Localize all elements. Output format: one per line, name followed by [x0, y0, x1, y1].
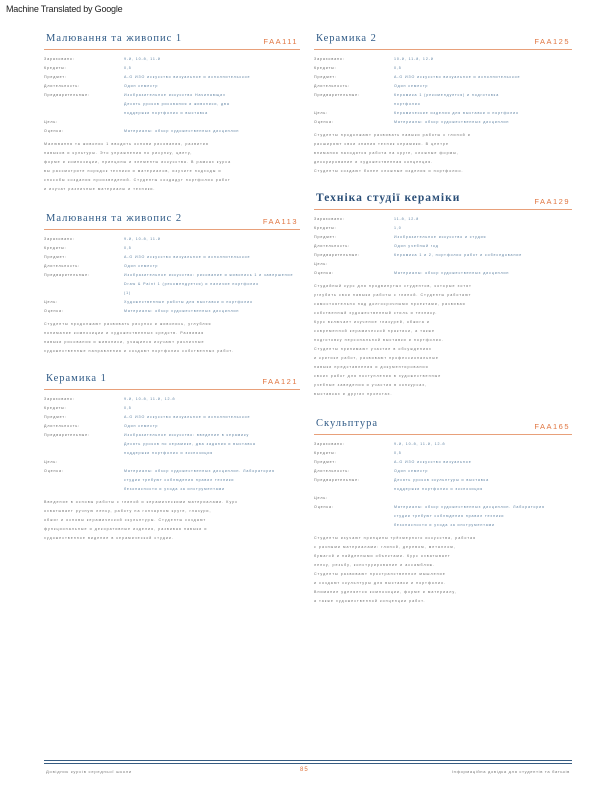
- meta-value: студии требуют соблюдения правил техники: [394, 514, 505, 518]
- meta-key: Цель:: [314, 262, 329, 266]
- meta-row: [314, 476, 572, 485]
- meta-key: [44, 280, 124, 289]
- meta-row: [314, 55, 572, 64]
- meta-key: Зараховано:: [314, 217, 345, 221]
- course-header: [314, 28, 572, 50]
- meta-row: [44, 422, 300, 431]
- meta-key: Цель:: [44, 460, 59, 464]
- meta-value: A-G ИЗО искусство визуальное и исполнительское: [124, 415, 251, 419]
- meta-row: [44, 109, 300, 118]
- course-description: [44, 320, 300, 356]
- meta-value: Материалы: обзор художественных дисциплин: [394, 271, 510, 275]
- description-line: способы создания произведений. Студенты создадут портфолио работ: [44, 178, 231, 182]
- meta-key: Длительность:: [44, 424, 80, 428]
- description-line: собственный художественный стиль и технику.: [314, 311, 438, 315]
- meta-row: [314, 233, 572, 242]
- meta-row: [44, 100, 300, 109]
- meta-row: [44, 395, 300, 404]
- meta-key: [314, 100, 394, 109]
- meta-value: Художественные работы для выставки и портфолио: [124, 300, 253, 304]
- meta-key: Зараховано:: [44, 57, 75, 61]
- meta-row: [314, 109, 572, 118]
- course-title: Техніка студії кераміки: [316, 192, 461, 204]
- course-title: Керамика 1: [46, 373, 107, 384]
- description-line: навыки представления и документирования: [314, 365, 429, 369]
- meta-key: [44, 476, 124, 485]
- meta-key: Длительность:: [314, 84, 350, 88]
- meta-key: Длительность:: [44, 84, 80, 88]
- course-title: Малювання та живопис 1: [46, 33, 183, 44]
- meta-value: 9-й, 10-й, 11-й, 12-й: [394, 442, 446, 446]
- meta-key: Предмет:: [314, 75, 337, 79]
- meta-value: Керамика 1 (рекомендуется) и подготовка: [394, 93, 500, 97]
- meta-row: [44, 467, 300, 476]
- description-line: современной керамической практики, а также: [314, 329, 436, 333]
- meta-value: A-G ИЗО искусство визуальное и исполнительское: [124, 75, 251, 79]
- meta-row: [44, 64, 300, 73]
- meta-key: Цель:: [314, 111, 329, 115]
- meta-row: [44, 289, 300, 298]
- footer-rule: [44, 763, 572, 764]
- meta-row: [314, 118, 572, 127]
- course-code: FAA125: [534, 37, 570, 46]
- description-line: подготовку персональной выставки и портфолио.: [314, 338, 444, 342]
- description-line: и создают скульптуры для выставки и портфолио.: [314, 581, 447, 585]
- meta-key: Кредиты:: [314, 451, 337, 455]
- meta-row: [44, 298, 300, 307]
- description-line: Малювання та живопис 1 вводить основи рисования, развития: [44, 142, 209, 146]
- meta-key: [44, 485, 124, 494]
- meta-key: [44, 100, 124, 109]
- course-meta-table: [44, 55, 300, 136]
- meta-key: Предварительные:: [44, 93, 90, 97]
- meta-key: Предварительные:: [314, 93, 360, 97]
- meta-key: Длительность:: [44, 264, 80, 268]
- course-code: FAA165: [534, 422, 570, 431]
- meta-value: Материалы: обзор художественных дисциплин. Лаборатория: [394, 505, 545, 509]
- meta-row: [44, 449, 300, 458]
- meta-key: Цель:: [314, 496, 329, 500]
- meta-row: [314, 503, 572, 512]
- meta-key: Длительность:: [314, 244, 350, 248]
- description-line: расширяют свои знания техник керамики. В центре: [314, 142, 450, 146]
- meta-key: Цель:: [44, 300, 59, 304]
- meta-value: [124, 458, 300, 467]
- left-column: [44, 28, 300, 543]
- meta-value: 9-й, 10-й, 11-й: [124, 57, 161, 61]
- description-line: самостоятельно над долгосрочными проектами, развивая: [314, 302, 466, 306]
- meta-key: [314, 485, 394, 494]
- course-title: Керамика 2: [316, 33, 377, 44]
- meta-key: Оценка:: [314, 505, 334, 509]
- footer-left-text: Довідник курсів середньої школи: [46, 769, 132, 774]
- meta-row: [44, 118, 300, 127]
- description-line: понимание композиции и художественных средств. Развивая: [44, 331, 205, 335]
- meta-value: Материалы: обзор художественных дисциплин: [124, 129, 240, 133]
- meta-value: [394, 260, 572, 269]
- meta-key: Зараховано:: [314, 57, 345, 61]
- meta-key: Оценка:: [44, 469, 64, 473]
- course-header: [44, 208, 300, 230]
- meta-value: Один учебный год: [394, 244, 439, 248]
- meta-key: Оценка:: [44, 129, 64, 133]
- footer-right-text: Інформаційна довідка для студентів та батьків: [451, 769, 570, 774]
- course-block: [44, 208, 300, 356]
- meta-row: [314, 242, 572, 251]
- meta-key: Предмет:: [44, 255, 67, 259]
- meta-row: [314, 224, 572, 233]
- description-line: с разными материалами: глиной, деревом, металлом,: [314, 545, 456, 549]
- meta-key: Предварительные:: [44, 273, 90, 277]
- description-line: Студенты принимают участие в обсуждениях: [314, 347, 432, 351]
- description-line: углубить свои навыки работы с глиной. Студенты работают: [314, 293, 472, 297]
- description-line: художественное видение в керамической студии.: [44, 536, 175, 540]
- meta-key: Кредиты:: [314, 66, 337, 70]
- description-line: и изучат различные материалы и техники.: [44, 187, 156, 191]
- description-line: декорирование и художественная концепция.: [314, 160, 434, 164]
- course-meta-table: [314, 55, 572, 127]
- meta-value: Материалы: обзор художественных дисциплин: [124, 309, 240, 313]
- description-line: Студенты изучают принципы трёхмерного искусства, работая: [314, 536, 477, 540]
- meta-key: [314, 512, 394, 521]
- meta-row: [44, 73, 300, 82]
- meta-row: [44, 476, 300, 485]
- meta-value: Десять уроков по керамике, два задания и выставка: [124, 442, 256, 446]
- meta-key: [314, 521, 394, 530]
- meta-value: Керамика 1 и 2, портфолио работ и собеседование: [394, 253, 523, 257]
- description-line: охватывает ручную лепку, работу на гончарном круге, глазури,: [44, 509, 212, 513]
- meta-row: [314, 215, 572, 224]
- course-code: FAA121: [262, 377, 298, 386]
- meta-row: [44, 127, 300, 136]
- meta-value: 10-й, 11-й, 12-й: [394, 57, 434, 61]
- meta-value: Один семестр: [124, 264, 159, 268]
- description-line: Внимание уделяется композиции, форме и материалу,: [314, 590, 457, 594]
- description-line: внимания находятся работа на круге, сложные формы,: [314, 151, 459, 155]
- meta-value: поддержки портфолио и выставка: [124, 111, 208, 115]
- meta-value: Один семестр: [394, 84, 429, 88]
- meta-key: Кредиты:: [314, 226, 337, 230]
- course-meta-table: [44, 395, 300, 494]
- meta-row: [44, 431, 300, 440]
- meta-row: [44, 235, 300, 244]
- meta-row: [44, 244, 300, 253]
- description-line: Введение в основы работы с глиной и керамическими материалами. Курс: [44, 500, 239, 504]
- course-block: [44, 28, 300, 194]
- course-description: [44, 498, 300, 543]
- meta-row: [314, 521, 572, 530]
- meta-value: [394, 494, 572, 503]
- meta-row: [44, 271, 300, 280]
- meta-row: [44, 91, 300, 100]
- meta-value: Материалы: обзор художественных дисциплин. Лаборатория: [124, 469, 275, 473]
- course-title: Малювання та живопис 2: [46, 213, 183, 224]
- description-line: навыки рисования и живописи, учащиеся изучают различные: [44, 340, 205, 344]
- meta-key: Зараховано:: [44, 237, 75, 241]
- meta-value: поддержки портфолио и экспозиция: [394, 487, 484, 491]
- course-block: [314, 28, 572, 176]
- meta-value: 0,5: [394, 66, 402, 70]
- meta-row: [44, 440, 300, 449]
- description-line: бумагой и найденными объектами. Курс охватывает: [314, 554, 451, 558]
- course-meta-table: [44, 235, 300, 316]
- meta-row: [44, 55, 300, 64]
- meta-key: Кредиты:: [44, 406, 67, 410]
- meta-row: [314, 260, 572, 269]
- meta-row: [314, 269, 572, 278]
- meta-value: [124, 118, 300, 127]
- meta-value: 1,0: [394, 226, 402, 230]
- meta-value: Изобразительное искусство Начинающих: [124, 93, 226, 97]
- meta-key: Предмет:: [44, 75, 67, 79]
- description-line: лепку, резьбу, конструирование и ассамбляж.: [314, 563, 436, 567]
- course-code: FAA129: [534, 197, 570, 206]
- meta-value: Изобразительное искусство и студия: [394, 235, 487, 239]
- description-line: обжиг и основы керамической скульптуры. Студенты создают: [44, 518, 207, 522]
- meta-row: [314, 64, 572, 73]
- description-line: Студийный курс для продвинутых студентов, которые хотят: [314, 284, 472, 288]
- meta-row: [44, 404, 300, 413]
- course-header: [314, 413, 572, 435]
- meta-key: Кредиты:: [44, 246, 67, 250]
- description-line: форме и композиции, принципы и элементы искусства. В рамках курса: [44, 160, 232, 164]
- meta-row: [314, 494, 572, 503]
- course-header: [314, 188, 572, 210]
- meta-row: [314, 251, 572, 260]
- meta-value: Один семестр: [394, 469, 429, 473]
- course-block: [314, 413, 572, 606]
- meta-value: 9-й, 10-й, 11-й: [124, 237, 161, 241]
- meta-row: [44, 82, 300, 91]
- meta-key: Длительность:: [314, 469, 350, 473]
- description-line: Курс включает изучение глазурей, обжига и: [314, 320, 430, 324]
- meta-key: Предмет:: [314, 235, 337, 239]
- meta-row: [314, 467, 572, 476]
- meta-value: безопасности и ухода за инструментами: [124, 487, 225, 491]
- meta-row: [314, 440, 572, 449]
- meta-row: [314, 449, 572, 458]
- meta-value: Изобразительное искусство: введение в керамику: [124, 433, 250, 437]
- meta-row: [314, 82, 572, 91]
- description-line: своих работ для поступления в художественные: [314, 374, 442, 378]
- description-line: Студенты продолжают развивать рисунок и живопись, углубляя: [44, 322, 212, 326]
- meta-key: Предварительные:: [44, 433, 90, 437]
- description-line: функциональные и декоративные изделия, развивая навыки и: [44, 527, 208, 531]
- meta-key: Цель:: [44, 120, 59, 124]
- meta-row: [44, 307, 300, 316]
- meta-value: Десять уроков рисования и живописи, два: [124, 102, 230, 106]
- meta-value: Один семестр: [124, 84, 159, 88]
- meta-key: Предмет:: [314, 460, 337, 464]
- meta-value: A-G ИЗО искусство визуальное и исполнительское: [124, 255, 251, 259]
- meta-value: A-G ИЗО искусство визуальное и исполнительское: [394, 75, 521, 79]
- meta-row: [44, 458, 300, 467]
- meta-value: 0,5: [124, 246, 132, 250]
- description-line: художественные направления и создают портфолио собственных работ.: [44, 349, 234, 353]
- course-meta-table: [314, 440, 572, 530]
- meta-key: [44, 440, 124, 449]
- meta-row: [314, 485, 572, 494]
- meta-key: Оценка:: [44, 309, 64, 313]
- meta-key: Предварительные:: [314, 478, 360, 482]
- meta-row: [314, 100, 572, 109]
- meta-key: Предмет:: [44, 415, 67, 419]
- course-block: [44, 368, 300, 543]
- meta-value: портфолио: [394, 102, 421, 106]
- right-column: [314, 28, 572, 606]
- meta-row: [44, 253, 300, 262]
- description-line: выставках и других проектах.: [314, 392, 393, 396]
- footer-rule: [44, 760, 572, 761]
- meta-value: 0,5: [124, 66, 132, 70]
- meta-value: Десять уроков скульптуры и выставка: [394, 478, 489, 482]
- description-line: и критике работ, развивают профессиональные: [314, 356, 439, 360]
- meta-value: Один семестр: [124, 424, 159, 428]
- meta-key: Оценка:: [314, 271, 334, 275]
- meta-value: Материалы: обзор художественных дисциплин: [394, 120, 510, 124]
- course-block: [314, 188, 572, 399]
- page-number: 85: [300, 767, 309, 773]
- meta-value: A-G ИЗО искусство визуальное: [394, 460, 472, 464]
- course-description: [314, 131, 572, 176]
- meta-row: [44, 413, 300, 422]
- description-line: Студенты продолжают развивать навыки работы с глиной и: [314, 133, 471, 137]
- course-description: [44, 140, 300, 194]
- course-meta-table: [314, 215, 572, 278]
- description-line: навыков и культуры. Это упражнения по рисунку, цвету,: [44, 151, 193, 155]
- meta-value: 0,5: [394, 451, 402, 455]
- meta-key: [44, 449, 124, 458]
- meta-value: студии требуют соблюдения правил техники: [124, 478, 235, 482]
- meta-row: [44, 485, 300, 494]
- meta-value: 0,5: [124, 406, 132, 410]
- meta-key: Зараховано:: [44, 397, 75, 401]
- course-code: FAA111: [263, 37, 298, 46]
- meta-value: поддержки портфолио и экспозиция: [124, 451, 214, 455]
- description-line: а также художественной концепции работ.: [314, 599, 426, 603]
- meta-row: [44, 262, 300, 271]
- meta-row: [44, 280, 300, 289]
- description-line: Студенты создают более сложные изделия и портфолио.: [314, 169, 464, 173]
- meta-value: Изобразительное искусство: рисование и живопись 1 и завершение: [124, 273, 294, 277]
- meta-key: Оценка:: [314, 120, 334, 124]
- meta-value: (1): [124, 291, 132, 295]
- meta-key: Кредиты:: [44, 66, 67, 70]
- description-line: вы рассмотрите порядок техники и материалов, изучите подходы и: [44, 169, 222, 173]
- meta-key: Предварительные:: [314, 253, 360, 257]
- course-title: Скульптура: [316, 418, 379, 429]
- meta-row: [314, 458, 572, 467]
- course-code: FAA113: [262, 217, 298, 226]
- meta-key: Зараховано:: [314, 442, 345, 446]
- meta-row: [314, 91, 572, 100]
- meta-key: [44, 289, 124, 298]
- meta-row: [314, 512, 572, 521]
- description-line: Студенты развивают пространственное мышление: [314, 572, 446, 576]
- meta-value: Draw & Paint 1 (рекомендуется) и наличие портфолио: [124, 282, 259, 286]
- meta-value: Керамические изделия для выставки и портфолио: [394, 111, 519, 115]
- meta-value: 11-й, 12-й: [394, 217, 420, 221]
- meta-key: [44, 109, 124, 118]
- machine-translated-banner: Machine Translated by Google: [6, 4, 123, 14]
- meta-row: [314, 73, 572, 82]
- course-description: [314, 534, 572, 606]
- description-line: учебные заведения и участия в конкурсах,: [314, 383, 428, 387]
- course-header: [44, 28, 300, 50]
- meta-value: безопасности и ухода за инструментами: [394, 523, 495, 527]
- course-header: [44, 368, 300, 390]
- course-description: [314, 282, 572, 399]
- meta-value: 9-й, 10-й, 11-й, 12-й: [124, 397, 176, 401]
